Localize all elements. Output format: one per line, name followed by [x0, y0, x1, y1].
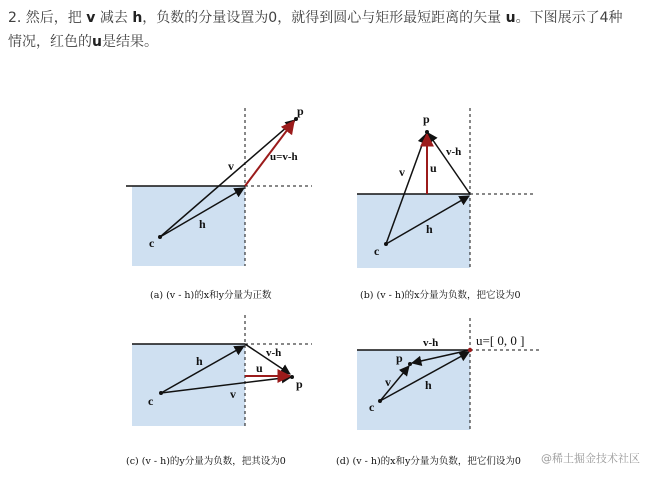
- panel-b-caption: (b) (v - h)的x分量为负数，把它设为0: [360, 290, 521, 301]
- panel-a-label-c: c: [149, 236, 155, 250]
- symbol-h: h: [132, 10, 143, 26]
- panel-c: [126, 315, 312, 467]
- panel-c-label-v: v: [230, 387, 236, 401]
- panel-d-label-vh: v-h: [423, 337, 439, 349]
- panel-d-label-c: c: [369, 400, 375, 414]
- panel-b-label-p: p: [423, 112, 430, 126]
- panel-b-point-c: [384, 242, 388, 246]
- panel-d-label-h: h: [425, 378, 432, 392]
- panel-b-label-h: h: [426, 222, 433, 236]
- panel-d-zero-vector-u: [468, 348, 472, 352]
- panel-c-label-p: p: [296, 377, 303, 391]
- panel-d-point-c: [378, 399, 382, 403]
- panel-c-point-c: [159, 391, 163, 395]
- symbol-u: u: [505, 10, 516, 26]
- panel-c-point-p: [290, 375, 294, 379]
- panel-b-label-v: v: [399, 165, 405, 179]
- panel-b-point-p: [425, 130, 429, 134]
- panel-b-label-c: c: [374, 244, 380, 258]
- panel-c-label-c: c: [148, 394, 154, 408]
- panel-c-label-u: u: [256, 361, 263, 375]
- site-watermark: @稀土掘金技术社区: [541, 452, 640, 465]
- explanation-paragraph: 2. 然后，把 v 减去 h，负数的分量设置为0，就得到圆心与矩形最短距离的矢量 u。下图展示了4种 情况，红色的u是结果。: [8, 10, 623, 50]
- panel-a-point-c: [158, 235, 162, 239]
- panel-d-label-v: v: [385, 375, 391, 389]
- panel-d-label-u-value: u=[ 0, 0 ]: [476, 333, 525, 348]
- panel-a-label-p: p: [297, 104, 304, 118]
- panel-a-caption: (a) (v - h)的x和y分量为正数: [150, 290, 272, 301]
- panel-a-label-u: u=v-h: [270, 151, 298, 163]
- panel-d: [336, 318, 540, 467]
- panel-b-label-vh: v-h: [446, 146, 462, 158]
- panel-c-label-h: h: [196, 354, 203, 368]
- panel-a-label-v: v: [228, 159, 234, 173]
- panel-c-caption: (c) (v - h)的y分量为负数，把其设为0: [126, 456, 286, 467]
- panel-a-label-h: h: [199, 217, 206, 231]
- panel-d-caption: (d) (v - h)的x和y分量为负数，把它们设为0: [336, 456, 521, 467]
- panel-c-label-vh: v-h: [266, 347, 282, 359]
- panel-a: [126, 104, 312, 301]
- panel-b: [357, 108, 536, 301]
- symbol-u-2: u: [92, 34, 102, 50]
- panel-b-label-u: u: [430, 161, 437, 175]
- panel-d-label-p: p: [396, 351, 403, 365]
- panel-d-point-p: [408, 362, 412, 366]
- symbol-v: v: [86, 10, 96, 26]
